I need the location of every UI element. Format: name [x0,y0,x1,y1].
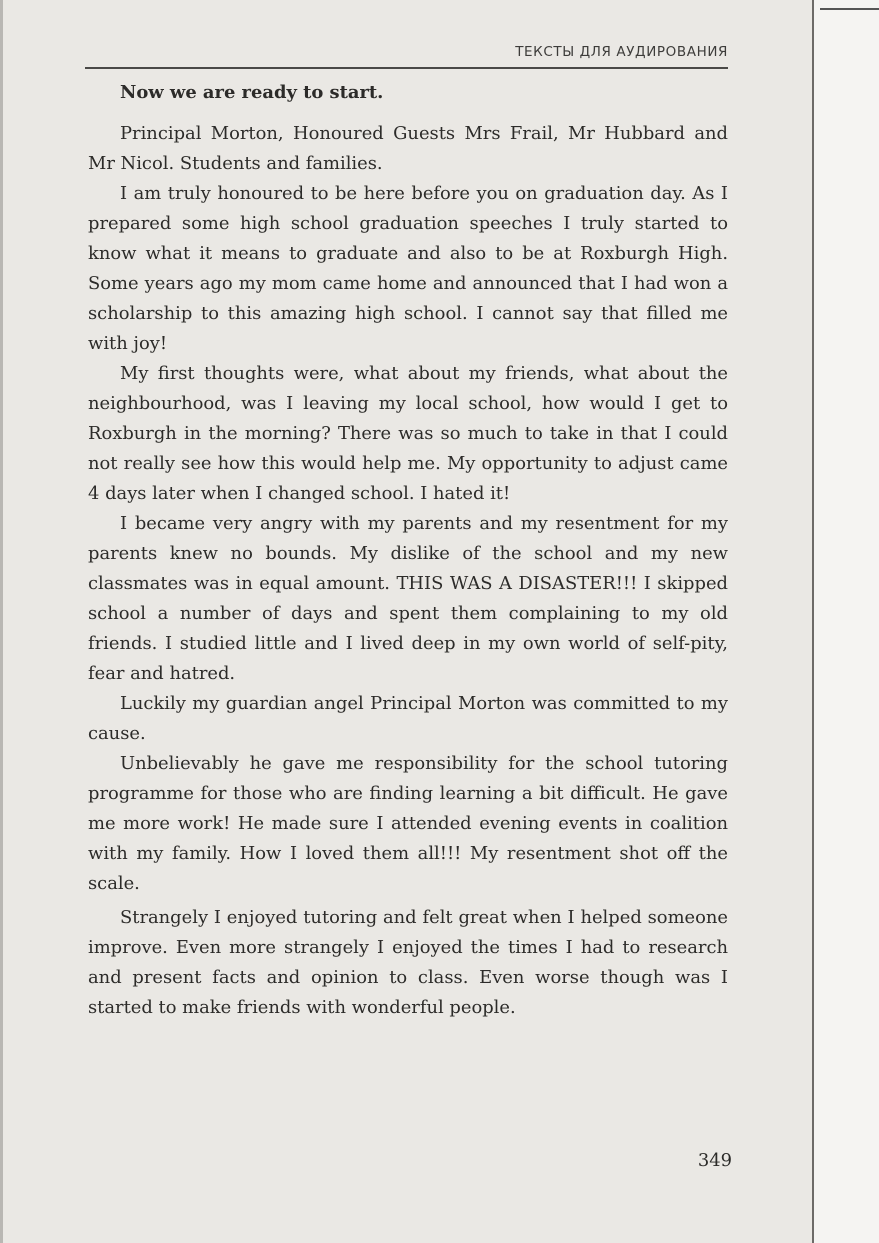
paragraph-intro: Now we are ready to start. [120,82,384,103]
running-head: ТЕКСТЫ ДЛЯ АУДИРОВАНИЯ [515,44,728,60]
page-number: 349 [697,1150,732,1171]
paragraph: Principal Morton, Honoured Guests Mrs Frail, Mr Hubbard and Mr Nicol. Students and families. [88,123,728,174]
page-left-edge [0,0,3,1243]
paragraph: I am truly honoured to be here before you on graduation day. As I prepared some high school graduation speeches I truly started to know what it means to graduate and also to be at Roxburgh High. Some years ago my mom came home and announced that I had won a scholarship to this amazing high school. I cannot say that filled me with joy! [88,183,728,354]
paragraph: Strangely I enjoyed tutoring and felt great when I helped someone improve. Even more strangely I enjoyed the times I had to research and present facts and opinion to class. Even worse though was I started to make friends with wonderful people. [88,907,728,1018]
paragraph: My first thoughts were, what about my friends, what about the neighbourhood, was I leaving my local school, how would I get to Roxburgh in the morning? There was so much to take in that I could not really see how this would help me. My opportunity to adjust came 4 days later when I changed school. I hated it! [88,363,728,504]
adjacent-page-rule [820,8,879,10]
paragraph: I became very angry with my parents and my resentment for my parents knew no bounds. My dislike of the school and my new classmates was in equal amount. THIS WAS A DISASTER!!! I skipped school a number of days and spent them complaining to my old friends. I studied little and I lived deep in my own world of self-pity, fear and hatred. [88,513,728,684]
adjacent-page-margin [812,0,879,1243]
page-right-edge [812,0,814,1243]
paragraph: Unbelievably he gave me responsibility for the school tutoring programme for those who are finding learning a bit difficult. He gave me more work! He made sure I attended evening events in coalition with my family. How I loved them all!!! My resentment shot off the scale. [88,753,728,894]
header-rule [85,67,728,69]
paragraph: Luckily my guardian angel Principal Morton was committed to my cause. [88,693,728,744]
page-text [88,78,728,1023]
